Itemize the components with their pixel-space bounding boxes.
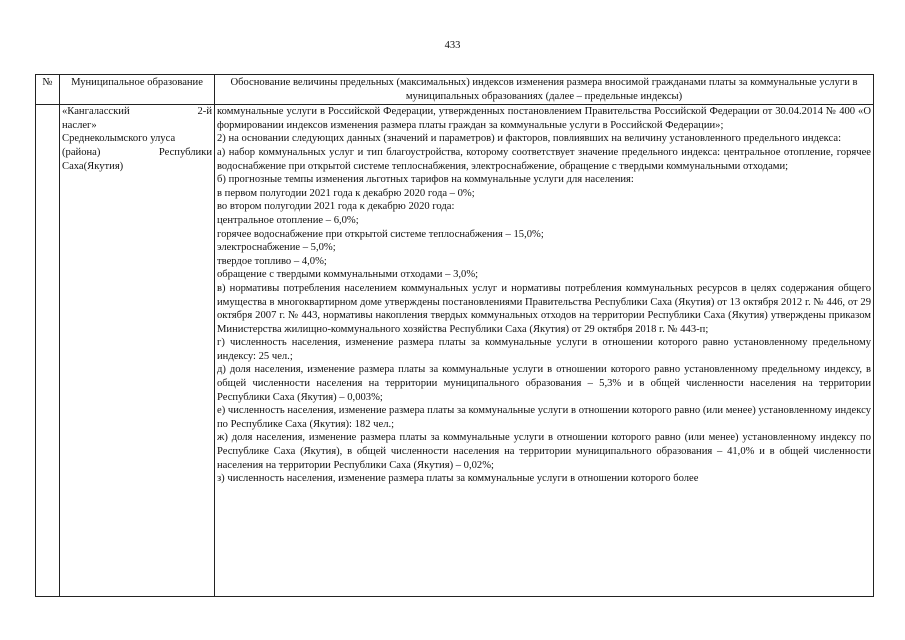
justification-cell bbox=[215, 105, 874, 597]
paragraph: г) численность населения, изменение размера платы за коммунальные услуги в отношении которого равно установленному предельному индексу: 25 чел.; bbox=[217, 337, 871, 362]
paragraph: во втором полугодии 2021 года к декабрю 2020 года: bbox=[217, 201, 455, 213]
header-municipality: Муниципальное образование bbox=[60, 75, 215, 105]
justification-text bbox=[217, 105, 871, 596]
paragraph: центральное отопление – 6,0%; bbox=[217, 214, 359, 226]
paragraph: ж) доля населения, изменение размера платы за коммунальные услуги в отношении которого равно (или менее) установленному индексу по Республике Саха (Якутия), в общей численности населения на территории муниципального образования – 41,0% и в общей численности населения на территории Республики Саха (Якутия) – 0,02%; bbox=[217, 432, 871, 471]
paragraph: твердое топливо – 4,0%; bbox=[217, 255, 327, 267]
row-num-cell bbox=[36, 105, 60, 597]
municipality-cell bbox=[60, 105, 215, 597]
paragraph: в) нормативы потребления населением коммунальных услуг и нормативы потребления коммунальных ресурсов в целях содержания общего имущества в многоквартирном доме утверждены постановлениями Правительства Республики Саха (Якутия) от 13 октября 2012 г. № 446, от 29 октября 2007 г. № 443, нормативы накопления твердых коммунальных отходов на территории Республики Саха (Якутия) утверждены приказом Министерства жилищно-коммунального хозяйства Республики Саха (Якутия) от 29 октября 2018 г. № 443-п; bbox=[217, 282, 871, 335]
paragraph: б) прогнозные темпы изменения льготных тарифов на коммунальные услуги для населения: bbox=[217, 174, 634, 186]
table-row bbox=[36, 105, 874, 597]
page-number: 433 bbox=[444, 40, 461, 51]
municipality-line: (района) Республики bbox=[62, 146, 212, 158]
paragraph: з) численность населения, изменение размера платы за коммунальные услуги в отношении которого более bbox=[217, 473, 699, 485]
table-header-row bbox=[36, 75, 874, 105]
municipality-line: наслег» bbox=[62, 119, 97, 131]
paragraph: 2) на основании следующих данных (значений и параметров) и факторов, повлиявших на величину установленного предельного индекса: bbox=[217, 133, 842, 145]
paragraph: а) набор коммунальных услуг и тип благоустройства, которому соответствует значение предельного индекса: центральное отопление, горячее водоснабжение при открытой системе теплоснабжения, электроснабжение, обращение с твердыми коммунальными отходами; bbox=[217, 146, 871, 172]
paragraph: в первом полугодии 2021 года к декабрю 2020 года – 0%; bbox=[217, 187, 475, 199]
paragraph: коммунальные услуги в Российской Федерации, утвержденных постановлением Правительства Российской Федерации от 30.04.2014 № 400 «О формировании индексов изменения размера платы граждан за коммунальные услуги в Российской Федерации»; bbox=[217, 106, 871, 131]
municipality-line: «Кангаласский 2-й bbox=[62, 106, 212, 118]
paragraph: д) доля населения, изменение размера платы за коммунальные услуги в отношении которого равно установленному предельному индексу, в общей численности населения на территории муниципального образования – 5,3% и в общей численности населения на территории Республики Саха (Якутия) – 0,003%; bbox=[217, 364, 871, 403]
paragraph: электроснабжение – 5,0%; bbox=[217, 242, 336, 254]
header-justification: Обоснование величины предельных (максимальных) индексов изменения размера вносимой гражданами платы за коммунальные услуги в муниципальных образованиях (далее – предельные индексы) bbox=[215, 75, 874, 105]
paragraph: е) численность населения, изменение размера платы за коммунальные услуги в отношении которого равно (или менее) установленному индексу по Республике Саха (Якутия): 182 чел.; bbox=[217, 405, 871, 430]
paragraph: обращение с твердыми коммунальными отходами – 3,0%; bbox=[217, 269, 479, 281]
municipality-line: Среднеколымского улуса bbox=[62, 133, 176, 145]
paragraph: горячее водоснабжение при открытой системе теплоснабжения – 15,0%; bbox=[217, 228, 544, 240]
header-num: № bbox=[36, 75, 60, 105]
municipality-line: Саха(Якутия) bbox=[62, 160, 124, 172]
justification-table bbox=[35, 74, 874, 597]
